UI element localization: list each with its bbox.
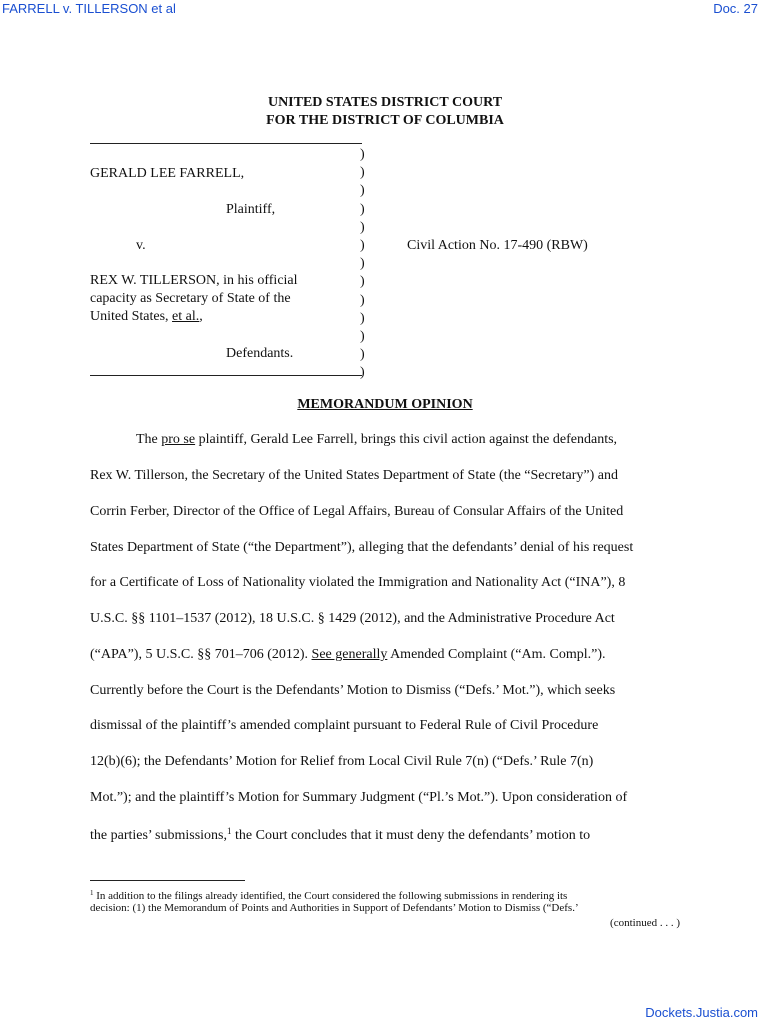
- defendant-line-1: REX W. TILLERSON, in his official: [90, 273, 298, 288]
- header-case-link-wrap: [2, 1, 176, 16]
- body-line-6: U.S.C. §§ 1101–1537 (2012), 18 U.S.C. § 1429 (2012), and the Administrative Procedure Act: [90, 611, 615, 626]
- body-line-10: 12(b)(6); the Defendants’ Motion for Relief from Local Civil Rule 7(n) (“Defs.’ Rule 7(n): [90, 754, 594, 769]
- defendant-name: [90, 272, 298, 326]
- body-text: plaintiff, Gerald Lee Farrell, brings this civil action against the defendants,: [195, 432, 618, 447]
- body-line-5: for a Certificate of Loss of Nationality violated the Immigration and Nationality Act (“INA”), 8: [90, 575, 626, 590]
- caption-top-rule: [90, 143, 362, 144]
- plaintiff-role: Plaintiff,: [226, 202, 276, 217]
- body-line-3: Corrin Ferber, Director of the Office of Legal Affairs, Bureau of Consular Affairs of the United: [90, 504, 624, 519]
- body-text: The: [136, 432, 162, 447]
- body-line-9: dismissal of the plaintiff’s amended complaint pursuant to Federal Rule of Civil Procedure: [90, 718, 599, 733]
- body-text: (“APA”), 5 U.S.C. §§ 701–706 (2012).: [90, 647, 312, 662]
- pro-se-text: pro se: [161, 432, 196, 447]
- court-heading: [0, 94, 770, 130]
- body-line-2: Rex W. Tillerson, the Secretary of the United States Department of State (the “Secretary”) and: [90, 468, 618, 483]
- body-text: the Court concludes that it must deny the defendants’ motion to: [231, 828, 591, 843]
- body-line-7: [90, 647, 680, 663]
- court-district: FOR THE DISTRICT OF COLUMBIA: [266, 113, 504, 128]
- defendant-line-3-text: United States,: [90, 309, 173, 324]
- footnote-continued: (continued . . . ): [610, 917, 680, 929]
- justia-dockets-link[interactable]: Dockets.Justia.com: [645, 1005, 758, 1020]
- body-text: Amended Complaint (“Am. Compl.”).: [387, 647, 606, 662]
- defendant-role: Defendants.: [226, 346, 294, 361]
- body-line-12: [90, 826, 680, 844]
- footnote-reference[interactable]: 1: [227, 826, 232, 836]
- docket-number-link[interactable]: Doc. 27: [713, 1, 758, 16]
- civil-action-number: Civil Action No. 17-490 (RBW): [407, 238, 588, 253]
- defendant-line-3: [90, 308, 298, 326]
- defendant-line-3-comma: ,: [199, 309, 203, 324]
- footnote-line-2: decision: (1) the Memorandum of Points and Authorities in Support of Defendants’ Motion to Dismiss (“Defs.’: [90, 902, 579, 914]
- see-generally-text: See generally: [311, 647, 388, 662]
- body-line-11: Mot.”); and the plaintiff’s Motion for Summary Judgment (“Pl.’s Mot.”). Upon consideration of: [90, 790, 628, 805]
- versus-label: v.: [136, 238, 146, 253]
- header-doc-link-wrap: [713, 1, 758, 16]
- caption-parentheses: ) ) ) ) ) ) ) ) ) ) ) ) ): [360, 147, 365, 381]
- plaintiff-name: GERALD LEE FARRELL,: [90, 166, 245, 181]
- body-line-4: States Department of State (“the Department”), alleging that the defendants’ denial of his request: [90, 540, 634, 555]
- defendant-line-2: capacity as Secretary of State of the: [90, 291, 291, 306]
- body-line-1: [136, 432, 726, 448]
- opinion-title: MEMORANDUM OPINION: [297, 397, 473, 412]
- body-line-8: Currently before the Court is the Defendants’ Motion to Dismiss (“Defs.’ Mot.”), which seeks: [90, 683, 616, 698]
- footer-link-wrap: [645, 1005, 758, 1020]
- footnote-rule: [90, 880, 245, 881]
- body-text: the parties’ submissions,: [90, 828, 228, 843]
- et-al-text: et al.: [172, 309, 200, 324]
- footnote-marker: 1: [90, 889, 94, 897]
- case-title-link[interactable]: FARRELL v. TILLERSON et al: [2, 1, 176, 16]
- court-name: UNITED STATES DISTRICT COURT: [267, 95, 503, 110]
- caption-bottom-rule: [90, 375, 362, 376]
- footnote-text: In addition to the filings already identified, the Court considered the following submissions in rendering its: [93, 890, 568, 902]
